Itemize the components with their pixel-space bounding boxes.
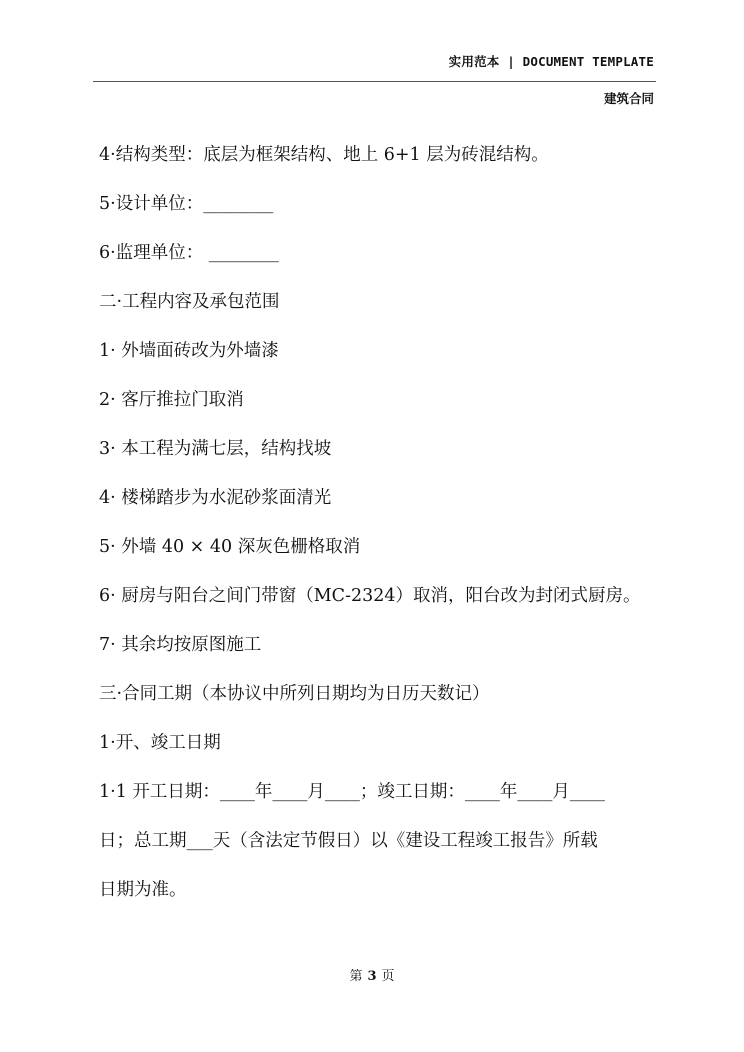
- text-line: 5·设计单位：________: [99, 194, 274, 214]
- page-header-title: 实用范本 | DOCUMENT TEMPLATE: [448, 54, 654, 69]
- list-item: 4· 楼梯踏步为水泥砂浆面清光: [99, 488, 332, 508]
- list-item: 6· 厨房与阳台之间门带窗（MC-2324）取消，阳台改为封闭式厨房。: [99, 586, 641, 606]
- list-item: 7· 其余均按原图施工: [99, 635, 262, 655]
- footer-suffix: 页: [381, 969, 395, 984]
- section-heading: 二·工程内容及承包范围: [99, 292, 280, 312]
- header-divider: [93, 81, 656, 82]
- list-item: 5· 外墙 40 × 40 深灰色栅格取消: [99, 537, 361, 557]
- list-item: 1· 外墙面砖改为外墙漆: [99, 341, 279, 361]
- text-line: 1·1 开工日期：____年____月____；竣工日期：____年____月____: [99, 782, 605, 802]
- page-header-subtitle: 建筑合同: [603, 91, 654, 106]
- text-line: 4·结构类型：底层为框架结构、地上 6+1 层为砖混结构。: [99, 145, 549, 165]
- list-item: 3· 本工程为满七层，结构找坡: [99, 439, 332, 459]
- page-number: 3: [367, 969, 377, 984]
- page-footer: [0, 965, 744, 984]
- list-item: 2· 客厅推拉门取消: [99, 390, 244, 410]
- section-heading: 三·合同工期（本协议中所列日期均为日历天数记）: [99, 684, 490, 704]
- footer-prefix: 第: [349, 969, 363, 984]
- text-line: 日期为准。: [99, 880, 187, 900]
- text-line: 日；总工期___天（含法定节假日）以《建设工程竣工报告》所载: [99, 831, 598, 851]
- text-line: 6·监理单位： ________: [99, 243, 279, 263]
- text-line: 1·开、竣工日期: [99, 733, 221, 753]
